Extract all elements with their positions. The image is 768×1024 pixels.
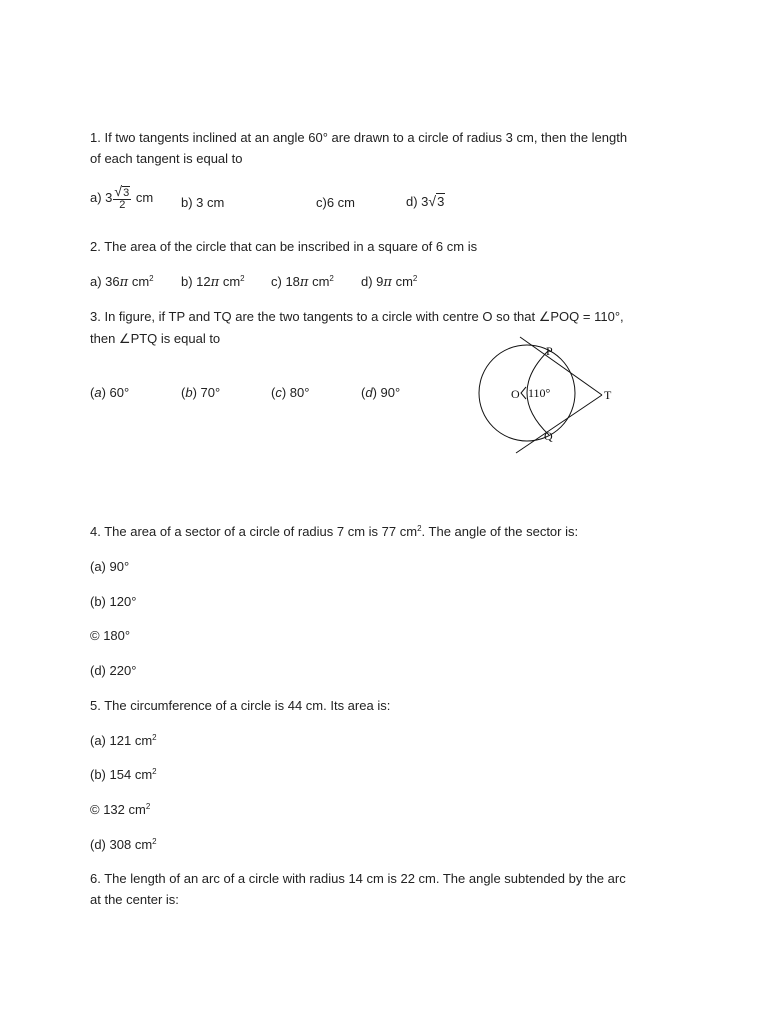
angle-mark xyxy=(521,387,526,399)
q4-text: 4. The area of a sector of a circle of radius 7 cm is 77 $cm^2$. The angle of the sector is: xyxy=(90,524,579,539)
q1-option-a-unit: cm xyxy=(135,189,154,205)
q1-option-d: d) 3√3 xyxy=(406,193,445,209)
q1-option-a xyxy=(90,183,154,211)
label-q: Q xyxy=(544,429,553,443)
q1-option-a-numerator: 3 xyxy=(123,187,130,199)
q6-text-line2: at the center is: xyxy=(90,892,179,907)
q1-text-line1: 1. If two tangents inclined at an angle 60° are drawn to a circle of radius 3 cm, then the length xyxy=(90,130,628,145)
q4-option-a: (a) 90° xyxy=(90,559,130,574)
q5-option-d: (d) 308 $cm^2$ xyxy=(90,837,157,852)
q4-option-b: (b) 120° xyxy=(90,594,137,609)
q1-option-d-prefix: d) 3 xyxy=(406,194,429,209)
label-angle: 110° xyxy=(528,386,551,400)
q2-option-b: b) 12π $cm^2$ xyxy=(181,274,245,290)
q4-option-d: (d) 220° xyxy=(90,663,137,678)
q1-option-a-fraction: $\frac{√3}{2}$ xyxy=(114,183,130,211)
q1-text-line2: of each tangent is equal to xyxy=(90,151,243,166)
q2-text: 2. The area of the circle that can be inscribed in a square of 6 cm is xyxy=(90,239,478,254)
q4-option-c: © 180° xyxy=(90,628,131,643)
q5-option-c: © 132 $cm^2$ xyxy=(90,802,151,817)
q1-option-a-prefix: a) 3 xyxy=(90,189,113,205)
q1-option-d-radicand: 3 xyxy=(437,194,445,209)
label-t: T xyxy=(604,388,612,402)
q3-option-a: (a) 60° xyxy=(90,385,130,400)
label-o: O xyxy=(511,387,520,401)
q3-text-line1: 3. In figure, if TP and TQ are the two tangents to a circle with centre O so that ∠POQ = 110°, xyxy=(90,309,624,324)
q3-text-line2: then ∠PTQ is equal to xyxy=(90,331,221,346)
q5-option-a: (a) 121 $cm^2$ xyxy=(90,733,157,748)
q1-option-a-denominator: 2 xyxy=(119,199,126,211)
q1-option-b: b) 3 cm xyxy=(181,195,225,210)
q2-option-d: d) 9π $cm^2$ xyxy=(361,274,418,290)
q1-option-c: c)6 cm xyxy=(316,195,355,210)
label-p: P xyxy=(546,344,553,358)
q2-option-a: a) 36π $cm^2$ xyxy=(90,274,154,290)
q2-option-c: c) 18π $cm^2$ xyxy=(271,274,334,290)
q6-text-line1: 6. The length of an arc of a circle with radius 14 cm is 22 cm. The angle subtended by the arc xyxy=(90,871,626,886)
q5-text: 5. The circumference of a circle is 44 cm. Its area is: xyxy=(90,698,391,713)
q3-option-b: (b) 70° xyxy=(181,385,221,400)
q3-option-c: (c) 80° xyxy=(271,385,310,400)
tangent-circle-figure xyxy=(470,335,620,460)
q3-option-d: (d) 90° xyxy=(361,385,401,400)
q5-option-b: (b) 154 $cm^2$ xyxy=(90,767,157,782)
